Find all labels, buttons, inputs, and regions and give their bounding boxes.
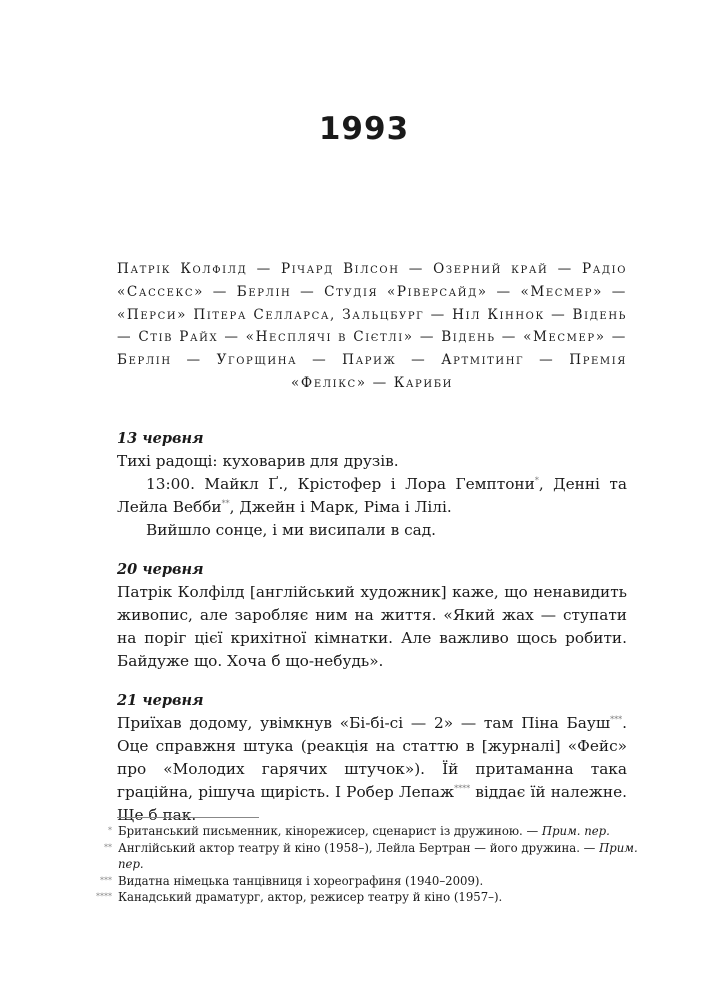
footnote-mark: **** [96, 892, 112, 902]
footnote [80, 823, 640, 840]
entry-text: віддає їй належне. Ще б пак. [117, 783, 627, 824]
footnote-divider [117, 817, 259, 818]
entry-text: . Оце справжня штука (реакція на статтю в [журналі] «Фейс» про «Молодих гарячих штучок»). Їй притаманна така граційна, рішуча щирість. І Робер Лепаж [117, 714, 627, 801]
entry-date: 21 червня [117, 692, 204, 709]
footnote-ref: ** [221, 498, 230, 508]
footnote-body: Канадський драматург, актор, режисер театру й кіно (1957–). [118, 890, 503, 905]
footnote [80, 840, 640, 873]
footnote-ref: * [534, 475, 539, 485]
footnote-body: Видатна німецька танцівниця і хореографиня (1940–2009). [118, 873, 484, 888]
entry-paragraph [117, 712, 627, 827]
entry-text: , Денні та Лейла Вебби [117, 475, 627, 516]
footnote-text [118, 823, 640, 840]
footnote-body: Британський письменник, кінорежисер, сценарист із дружиною. — [118, 824, 542, 838]
footnote-body: Англійський актор театру й кіно (1958–), Лейла Бертран — його дружина. — [118, 840, 600, 855]
footnote-mark: ** [104, 842, 112, 852]
diary-entry [117, 559, 627, 673]
entry-text: 13:00. Майкл Ґ., Крістофер і Лора Гемптони [146, 475, 535, 493]
footnotes [80, 823, 640, 906]
footnote [80, 873, 640, 890]
footnote-text [118, 873, 640, 890]
diary-entry [117, 690, 627, 827]
translator-note: Прим. пер. [541, 824, 610, 838]
footnote-mark: *** [100, 875, 112, 885]
entry-paragraph: Тихі радощі: куховарив для друзів. [117, 452, 399, 470]
entry-paragraph: Вийшло сонце, і ми висипали в сад. [146, 521, 437, 539]
diary-entries [117, 428, 627, 844]
footnote-ref: *** [610, 714, 623, 724]
entry-paragraph [117, 473, 627, 519]
footnote-mark: * [108, 826, 112, 835]
diary-entry [117, 428, 627, 542]
entry-date: 13 червня [117, 430, 204, 447]
chapter-title: 1993 [318, 111, 410, 147]
entry-text: , Джейн і Марк, Ріма і Лілі. [229, 498, 452, 516]
entry-date: 20 червня [117, 561, 204, 578]
entry-paragraph: Патрік Колфілд [англійський художник] каже, що ненавидить живопис, але заробляє ним на життя. «Який жах — ступати на поріг цієї крихітної кімнатки. Але важливо щось робити. Байдуже що. Хоча б що-небудь». [117, 583, 627, 670]
chapter-topics-summary: Патрік Колфілд — Річард Вілсон — Озерний край — Радіо «Сассекс» — Берлін — Студія «Ріверсайд» — «Месмер» — «Перси» Пітера Селларса, Зальцбург — Ніл Кіннок — Відень — Стів Райх — «Несплячі в Сієтлі» — Відень — «Месмер» — Берлін — Угорщина — Париж — Артмітинг — Премія «Фелікс» — Кариби [117, 261, 627, 391]
footnote-ref: **** [454, 783, 471, 793]
entry-text: Приїхав додому, увімкнув «Бі-бі-сі — 2» — там Піна Бауш [117, 714, 611, 732]
footnote [80, 889, 640, 906]
footnote-text [118, 889, 640, 906]
footnote-text [118, 840, 640, 873]
translator-note: Прим. пер. [118, 840, 638, 872]
